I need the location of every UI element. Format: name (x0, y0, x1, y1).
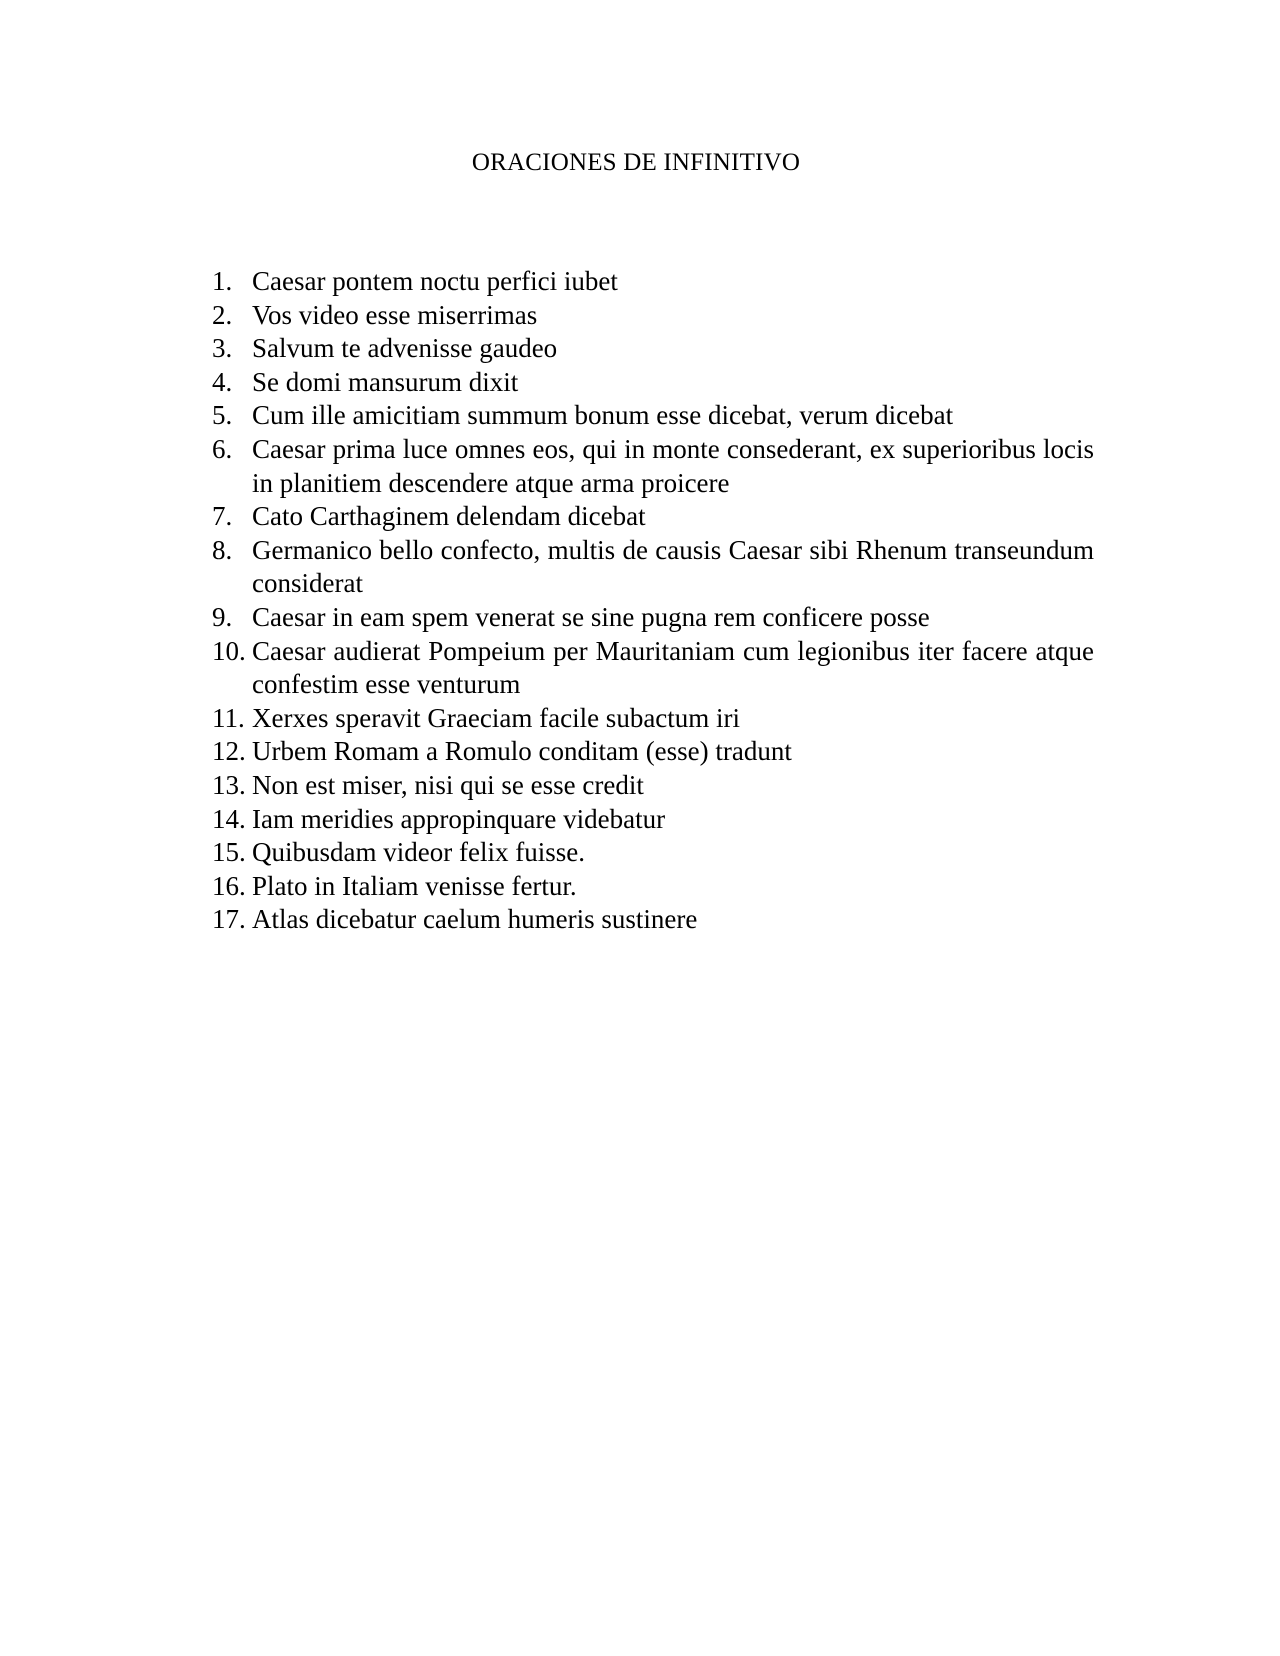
sentence-list (212, 265, 1094, 937)
list-item-text: Germanico bello confecto, multis de causis Caesar sibi Rhenum transeundum considerat (252, 534, 1094, 599)
list-item-number: 10. (212, 635, 246, 666)
list-item-text: Iam meridies appropinquare videbatur (252, 803, 666, 834)
list-item-number: 17. (212, 904, 246, 935)
list-item (212, 702, 1094, 736)
list-item (212, 769, 1094, 803)
list-item-text: Caesar audierat Pompeium per Mauritaniam cum legionibus iter facere atque confestim esse venturum (252, 635, 1094, 700)
list-item-text: Atlas dicebatur caelum humeris sustinere (252, 904, 698, 935)
list-item-number: 11. (212, 702, 245, 733)
list-item (212, 870, 1094, 904)
list-item-number: 9. (212, 601, 233, 632)
list-item-text: Salvum te advenisse gaudeo (252, 333, 558, 364)
list-item-number: 3. (212, 333, 233, 364)
page-title: ORACIONES DE INFINITIVO (471, 149, 801, 176)
list-item-number: 4. (212, 366, 233, 397)
list-item (212, 299, 1094, 333)
list-item-text: Caesar prima luce omnes eos, qui in monte consederant, ex superioribus locis in planitiem descendere atque arma proicere (252, 433, 1094, 498)
list-item-number: 2. (212, 299, 233, 330)
list-item-text: Caesar in eam spem venerat se sine pugna rem conficere posse (252, 601, 930, 632)
list-item (212, 534, 1094, 601)
list-item (212, 399, 1094, 433)
list-item-text: Plato in Italiam venisse fertur. (252, 870, 577, 901)
list-item-text: Vos video esse miserrimas (252, 299, 538, 330)
list-item (212, 433, 1094, 500)
list-item-number: 6. (212, 433, 233, 464)
list-item-text: Xerxes speravit Graeciam facile subactum iri (252, 702, 741, 733)
list-item (212, 635, 1094, 702)
list-item-number: 8. (212, 534, 233, 565)
list-item (212, 803, 1094, 837)
list-item-number: 15. (212, 837, 246, 868)
list-item-text: Non est miser, nisi qui se esse credit (252, 769, 644, 800)
list-item (212, 265, 1094, 299)
list-item (212, 366, 1094, 400)
list-item-text: Caesar pontem noctu perfici iubet (252, 266, 618, 296)
list-item-number: 1. (212, 266, 233, 296)
list-item (212, 500, 1094, 534)
list-item-number: 12. (212, 736, 246, 767)
list-item-text: Quibusdam videor felix fuisse. (252, 837, 585, 868)
list-item-number: 14. (212, 803, 246, 834)
list-item (212, 735, 1094, 769)
list-item-number: 16. (212, 870, 246, 901)
list-item-text: Se domi mansurum dixit (252, 366, 519, 397)
list-item-text: Cum ille amicitiam summum bonum esse dicebat, verum dicebat (252, 400, 954, 431)
list-item-number: 13. (212, 769, 246, 800)
list-item-number: 7. (212, 501, 233, 532)
list-item-text: Urbem Romam a Romulo conditam (esse) tradunt (252, 736, 792, 767)
list-item (212, 601, 1094, 635)
list-item (212, 332, 1094, 366)
list-item (212, 903, 1094, 937)
list-item (212, 836, 1094, 870)
list-item-text: Cato Carthaginem delendam dicebat (252, 501, 646, 532)
list-item-number: 5. (212, 400, 233, 431)
